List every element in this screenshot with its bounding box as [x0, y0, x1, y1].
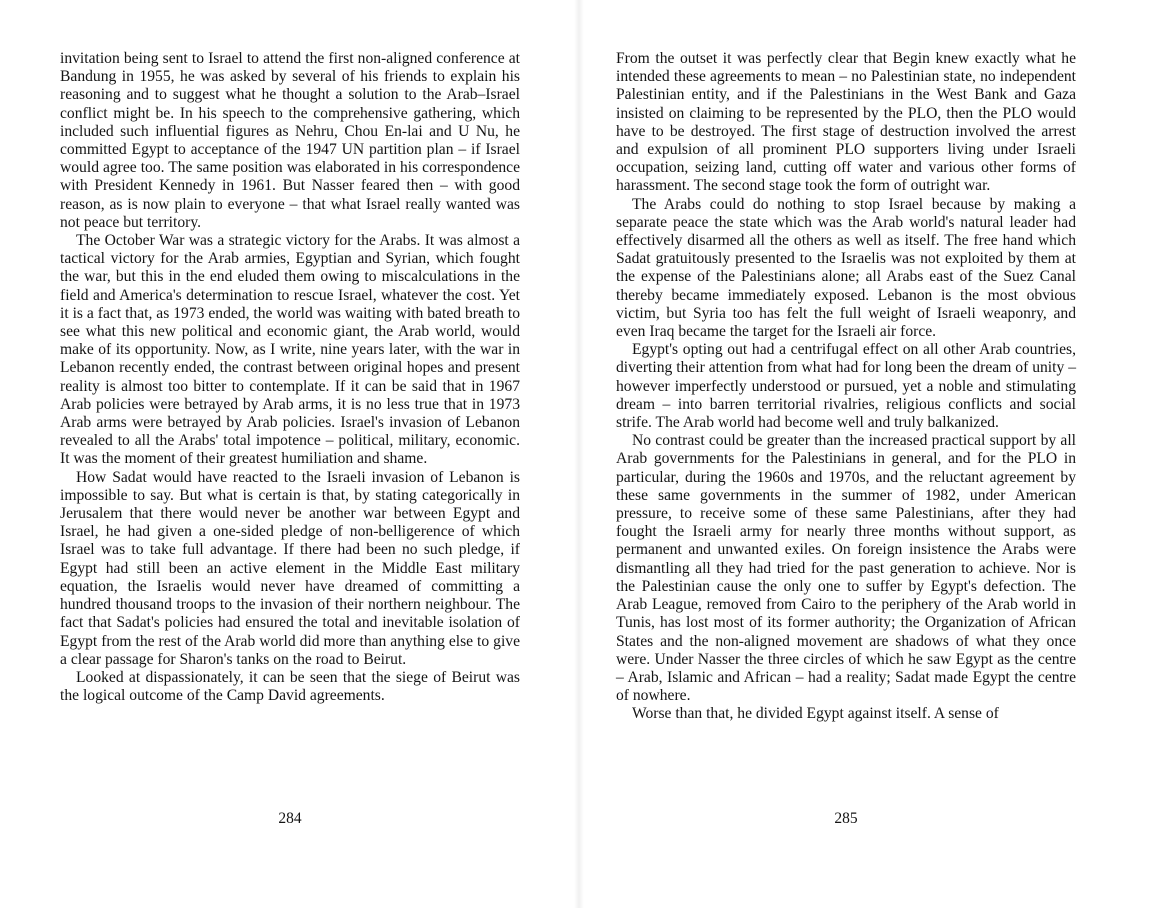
right-page-text: [616, 50, 1076, 724]
book-gutter: [574, 0, 584, 908]
right-paragraph-4: No contrast could be greater than the increased practical support by all Arab governments for the Palestinians in general, and for the PLO in particular, during the 1960s and 1970s, and the reluctant agreement by these same governments in the summer of 1982, under American pressure, to receive some of these same Palestinians, after they had fought the Israeli army for nearly three months without support, as permanent and unwanted exiles. On foreign insistence the Arabs were dismantling all they had tried for the past generation to achieve. Nor is the Palestinian cause the only one to suffer by Egypt's defection. The Arab League, removed from Cairo to the periphery of the Arab world in Tunis, has lost most of its former authority; the Organization of African States and the non-aligned movement are shadows of what they once were. Under Nasser the three circles of which he saw Egypt as the centre – Arab, Islamic and African – had a reality; Sadat made Egypt the centre of nowhere.: [616, 432, 1076, 705]
left-page-text: [60, 50, 520, 705]
right-paragraph-2: The Arabs could do nothing to stop Israel because by making a separate peace the state which was the Arab world's natural leader had effectively disarmed all the others as well as itself. The free hand which Sadat gratuitously presented to the Israelis was not exploited by them at the expense of the Palestinians alone; all Arabs east of the Suez Canal thereby became immediately exposed. Lebanon is the most obvious victim, but Syria too has felt the full weight of Israeli weaponry, and even Iraq became the target for the Israeli air force.: [616, 195, 1076, 341]
left-page-number: 284: [278, 810, 302, 827]
right-page: [616, 50, 1076, 724]
right-paragraph-5: Worse than that, he divided Egypt against itself. A sense of: [632, 705, 999, 723]
left-paragraph-1: invitation being sent to Israel to attend the first non-aligned conference at Bandung in 1955, he was asked by several of his friends to explain his reasoning and to suggest what he thought a solution to the Arab–Israel conflict might be. In his speech to the comprehensive gathering, which included such influential figures as Nehru, Chou En-lai and U Nu, he committed Egypt to acceptance of the 1947 UN partition plan – if Israel would agree too. The same position was elaborated in his correspondence with President Kennedy in 1961. But Nasser feared then – with good reason, as is now plain to everyone – that what Israel really wanted was not peace but territory.: [60, 50, 520, 231]
left-page: [60, 50, 520, 705]
left-paragraph-2: The October War was a strategic victory for the Arabs. It was almost a tactical victory for the Arab armies, Egyptian and Syrian, which fought the war, but this in the end eluded them owing to miscalculations in the field and America's determination to rescue Israel, whatever the cost. Yet it is a fact that, as 1973 ended, the world was waiting with bated breath to see what this new political and economic giant, the Arab world, would make of its opportunity. Now, as I write, nine years later, with the war in Lebanon recently ended, the contrast between original hopes and present reality is almost too bitter to contemplate. If it can be said that in 1967 Arab policies were betrayed by Arab arms, it is no less true that in 1973 Arab arms were betrayed by Arab policies. Israel's invasion of Lebanon revealed to all the Arabs' total impotence – political, military, economic. It was the moment of their greatest humiliation and shame.: [60, 232, 520, 468]
left-paragraph-4: Looked at dispassionately, it can be seen that the siege of Beirut was the logical outcome of the Camp David agreements.: [60, 668, 520, 705]
right-paragraph-1: From the outset it was perfectly clear that Begin knew exactly what he intended these agreements to mean – no Palestinian state, no independent Palestinian entity, and if the Palestinians in the West Bank and Gaza insisted on claiming to be represented by the PLO, then the PLO would have to be destroyed. The first stage of destruction involved the arrest and expulsion of all prominent PLO supporters living under Israeli occupation, seizing land, cutting off water and various other forms of harassment. The second stage took the form of outright war.: [616, 50, 1076, 195]
right-paragraph-3: Egypt's opting out had a centrifugal effect on all other Arab countries, diverting their attention from what had for long been the dream of unity – however imperfectly understood or pursued, yet a noble and stimulating dream – into barren territorial rivalries, religious conflicts and social strife. The Arab world had become well and truly balkanized.: [616, 341, 1076, 432]
left-paragraph-3: How Sadat would have reacted to the Israeli invasion of Lebanon is impossible to say. But what is certain is that, by stating categorically in Jerusalem that there would never be another war between Egypt and Israel, he had given a one-sided pledge of non-belligerence of which Israel was to take full advantage. If there had been no such pledge, if Egypt had still been an active element in the Middle East military equation, the Israelis would never have dreamed of committing a hundred thousand troops to the invasion of their northern neighbour. The fact that Sadat's policies had ensured the total and inevitable isolation of Egypt from the rest of the Arab world did more than anything else to give a clear passage for Sharon's tanks on the road to Beirut.: [60, 468, 520, 668]
right-page-number: 285: [834, 810, 858, 827]
